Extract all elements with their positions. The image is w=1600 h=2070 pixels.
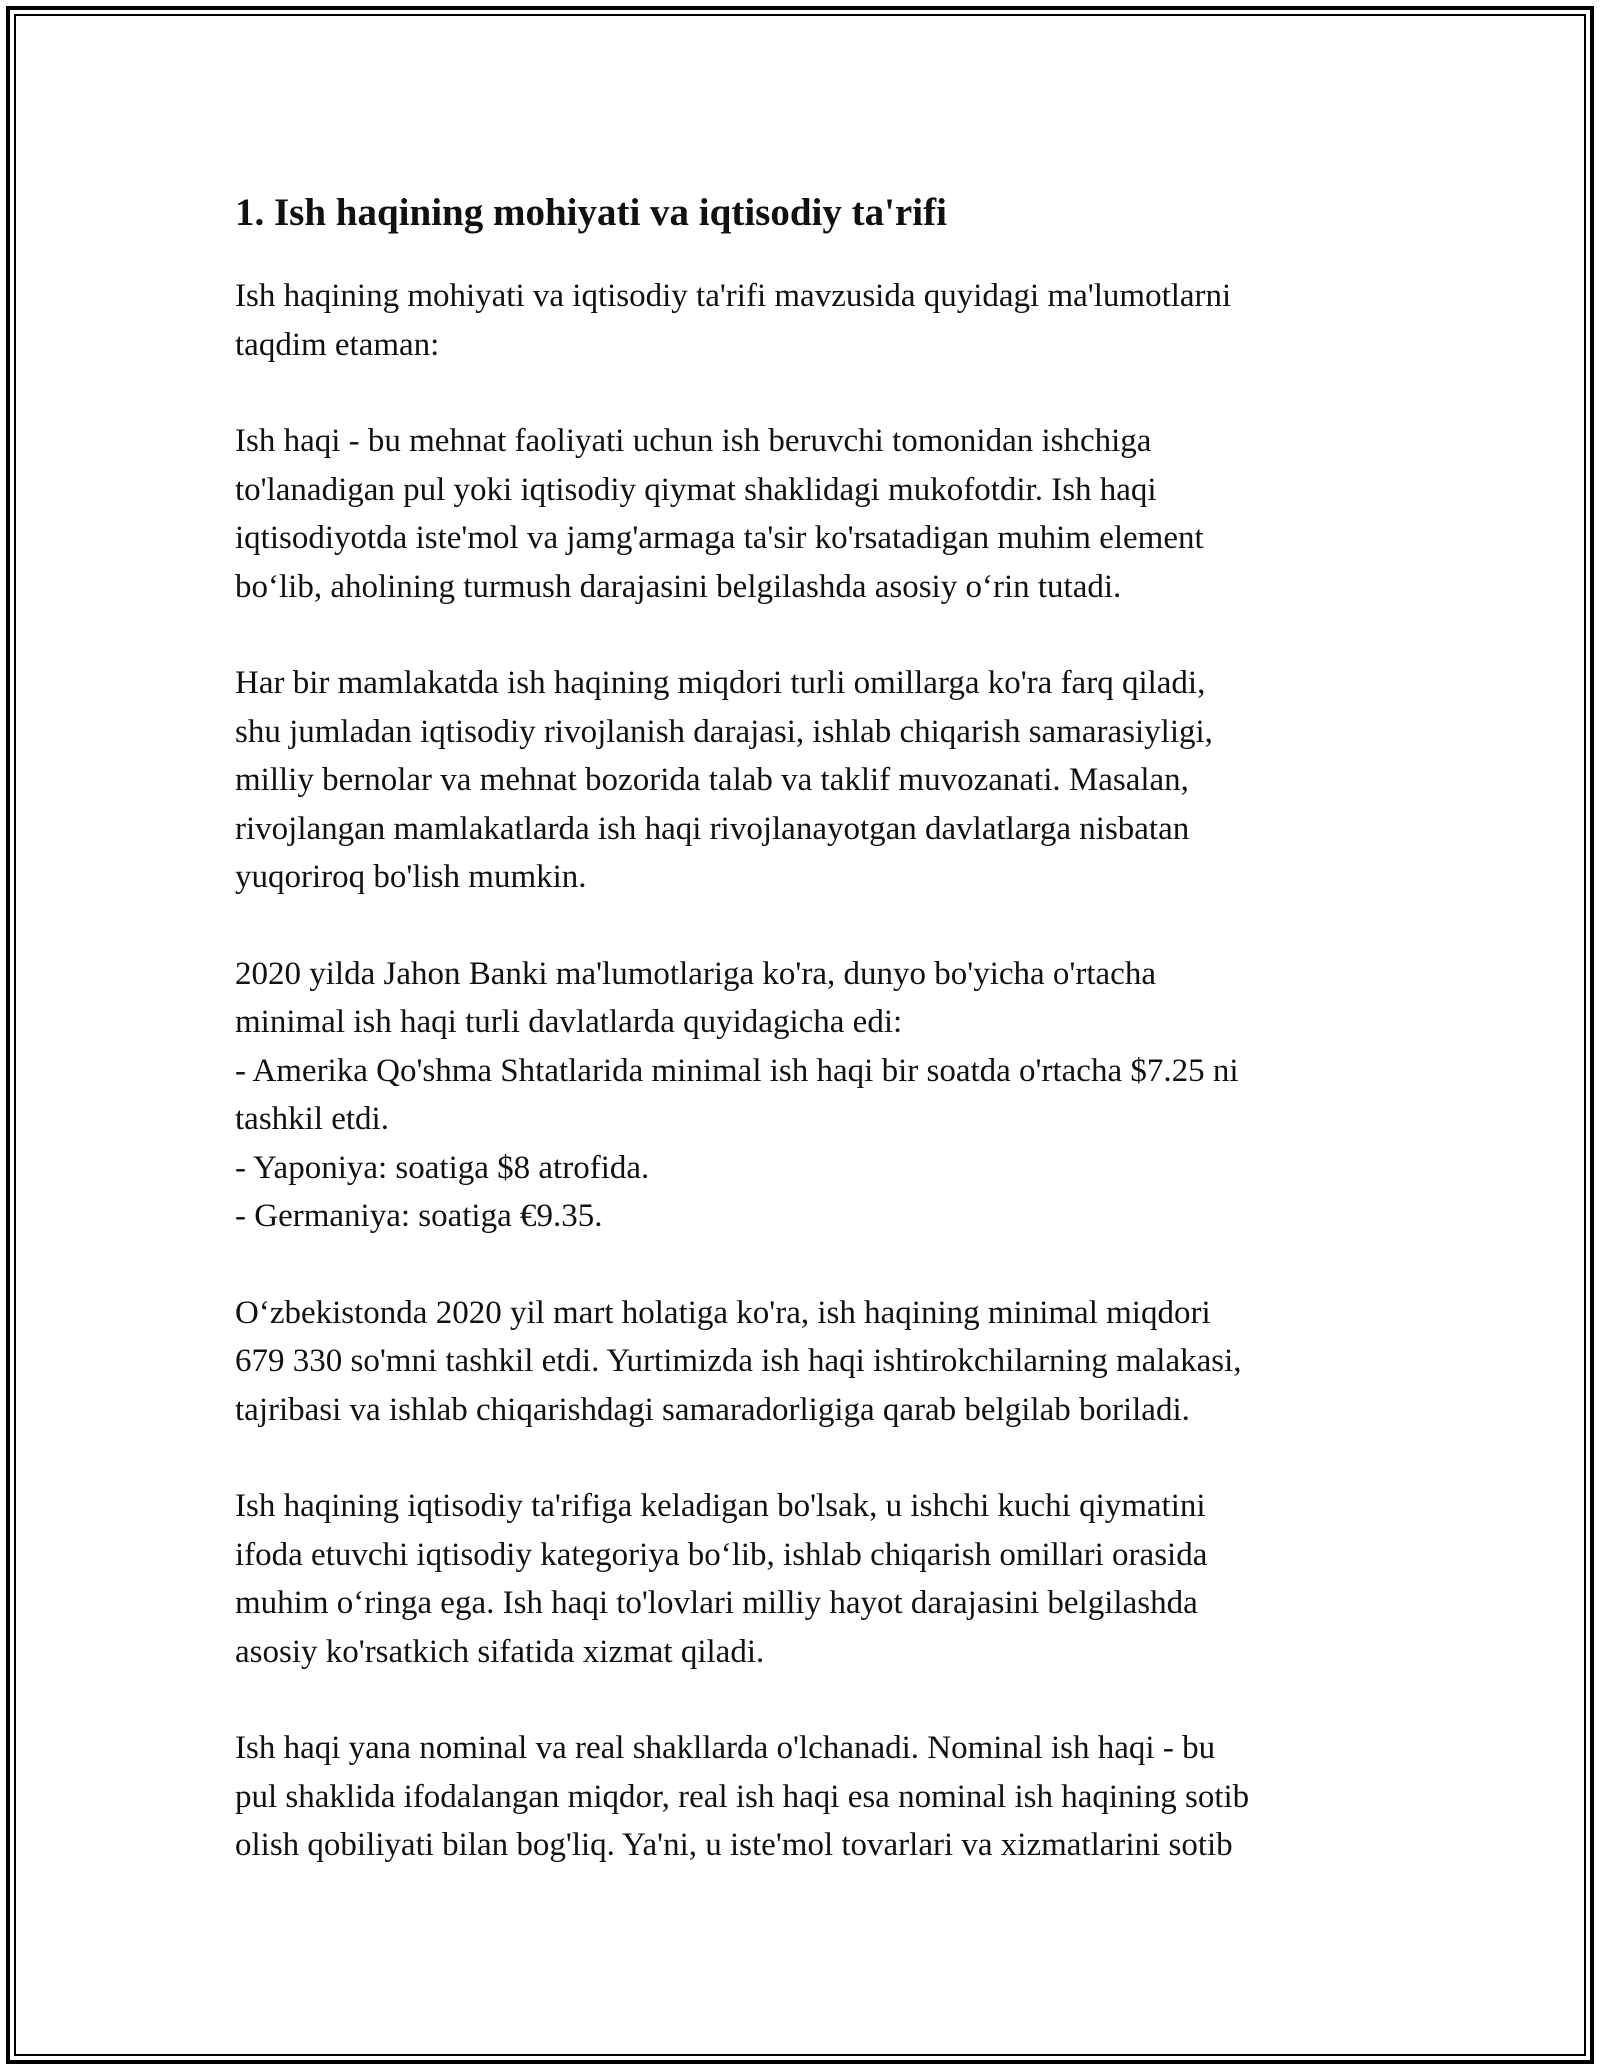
paragraph-definition: Ish haqi - bu mehnat faoliyati uchun ish beruvchi tomonidan ishchiga to'lanadigan pul yoki iqtisodiy qiymat shaklidagi mukofotdir. Ish haqi iqtisodiyotda iste'mol va jamg'armaga ta'sir ko'rsatadigan muhim element bo‘lib, aholining turmush darajasini belgilashda asosiy o‘rin tutadi. xyxy=(235,423,1204,605)
section-heading: 1. Ish haqining mohiyati va iqtisodiy ta'rifi xyxy=(235,191,947,234)
paragraph-intro: Ish haqining mohiyati va iqtisodiy ta'rifi mavzusida quyidagi ma'lumotlarni taqdim etaman: xyxy=(235,278,1232,363)
paragraph-country-factors: Har bir mamlakatda ish haqining miqdori turli omillarga ko'ra farq qiladi, shu jumladan iqtisodiy rivojlanish darajasi, ishlab chiqarish samarasiyligi, milliy bernolar va mehnat bozorida talab va taklif muvozanati. Masalan, rivojlangan mamlakatlarda ish haqi rivojlanayotgan davlatlarga nisbatan yuqoriroq bo'lish mumkin. xyxy=(235,665,1213,895)
paragraph-economic-definition: Ish haqining iqtisodiy ta'rifiga keladigan bo'lsak, u ishchi kuchi qiymatini ifoda etuvchi iqtisodiy kategoriya bo‘lib, ishlab chiqarish omillari orasida muhim o‘ringa ega. Ish haqi to'lovlari milliy hayot darajasini belgilashda asosiy ko'rsatkich sifatida xizmat qiladi. xyxy=(235,1488,1208,1670)
paragraph-nominal-real: Ish haqi yana nominal va real shakllarda o'lchanadi. Nominal ish haqi - bu pul shaklida ifodalangan miqdor, real ish haqi esa nominal ish haqining sotib olish qobiliyati bilan bog'liq. Ya'ni, u iste'mol tovarlari va xizmatlarini sotib xyxy=(235,1730,1250,1863)
document-page xyxy=(235,186,1385,1918)
paragraph-uzbekistan: O‘zbekistonda 2020 yil mart holatiga ko'ra, ish haqining minimal miqdori 679 330 so'mni tashkil etdi. Yurtimizda ish haqi ishtirokchilarning malakasi, tajribasi va ishlab chiqarishdagi samaradorligiga qarab belgilab boriladi. xyxy=(235,1294,1242,1428)
paragraph-world-bank-list: 2020 yilda Jahon Banki ma'lumotlariga ko'ra, dunyo bo'yicha o'rtacha minimal ish haqi turli davlatlarda quyidagicha edi: - Amerika Qo'shma Shtatlarida minimal ish haqi bir soatda o'rtacha $7.25 ni tashkil etdi. - Yaponiya: soatiga $8 atrofida. - Germaniya: soatiga €9.35. xyxy=(235,955,1239,1234)
